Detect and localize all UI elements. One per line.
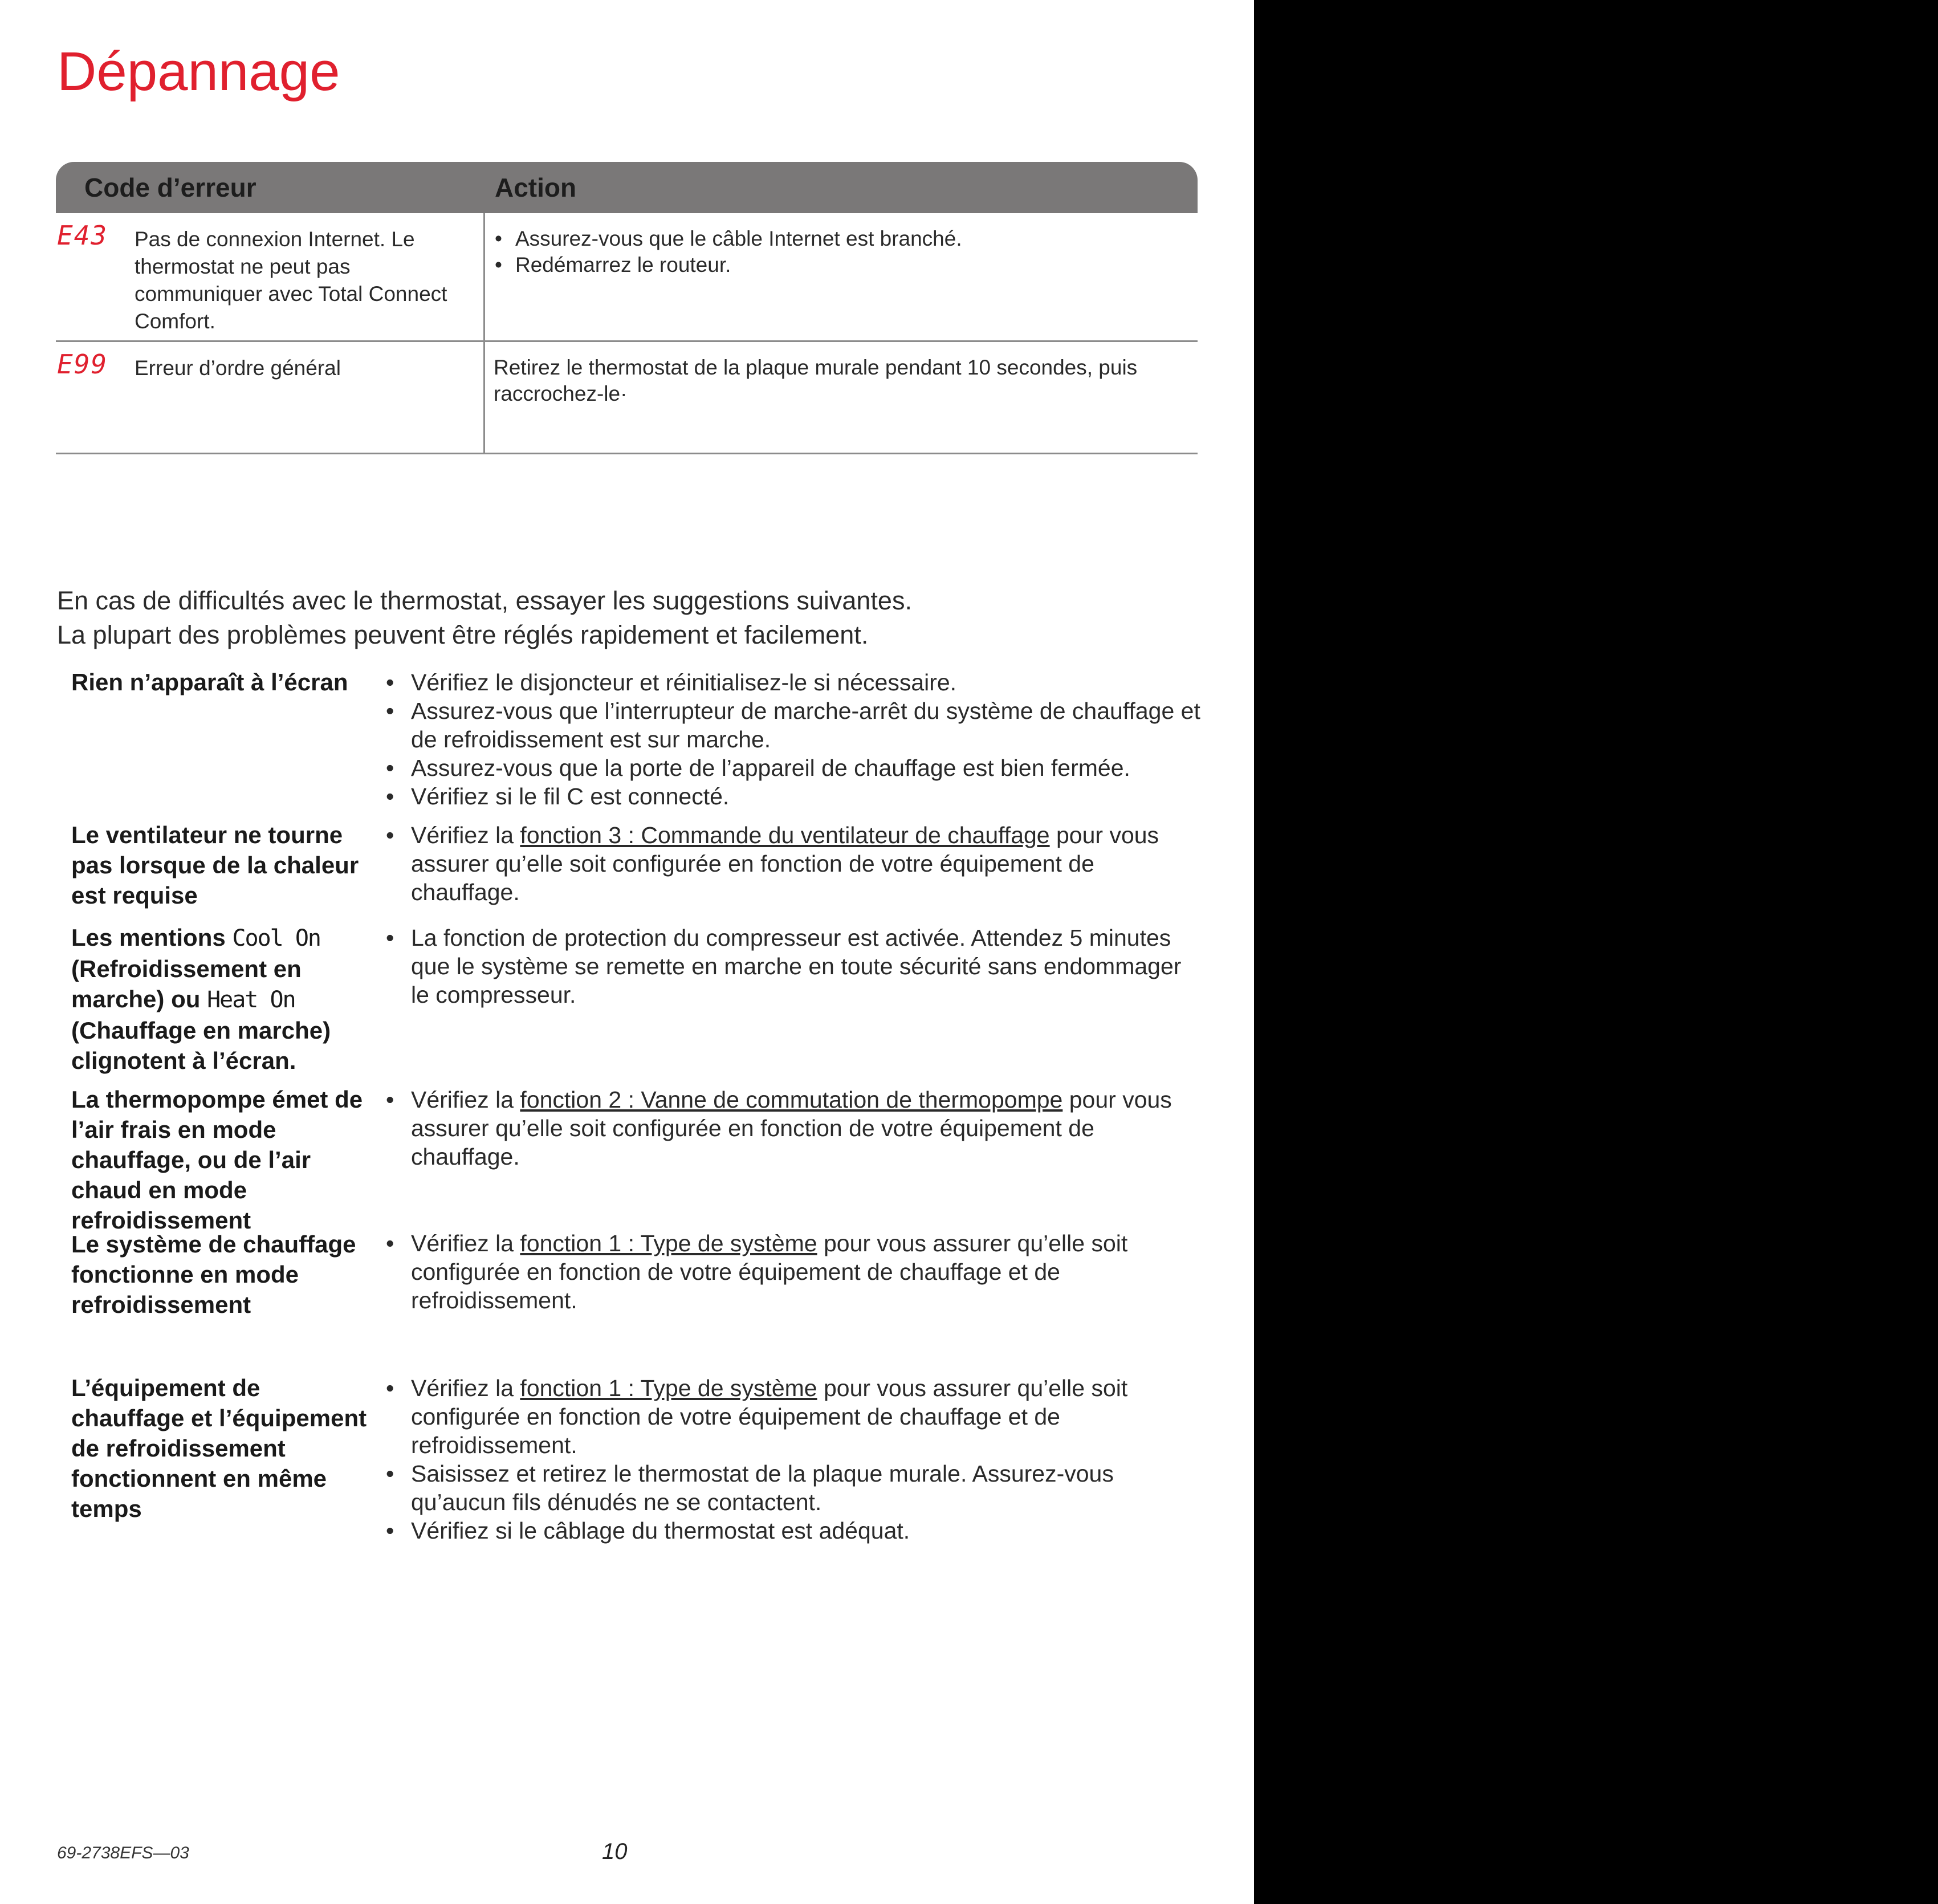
function-reference: fonction 1 : Type de système (520, 1230, 817, 1256)
problem-label: Rien n’apparaît à l’écran (71, 669, 348, 695)
function-reference: fonction 1 : Type de système (520, 1375, 817, 1401)
list-item: • Vérifiez la fonction 3 : Commande du ventilateur de chauffage pour vous assurer qu’elle soit configurée en fonction de votre équipement de chauffage. (385, 821, 1206, 906)
problem-label: Le système de chauffage fonctionne en mode refroidissement (71, 1231, 356, 1318)
problem-label: Le ventilateur ne tourne pas lorsque de la chaleur est requise (71, 821, 359, 909)
list-item: • La fonction de protection du compresseur est activée. Attendez 5 minutes que le système se remette en marche en toute sécurité sans endommager le compresseur. (385, 923, 1206, 1009)
function-reference: fonction 3 : Commande du ventilateur de chauffage (520, 822, 1050, 848)
black-side-bar (1254, 0, 1938, 1904)
solution-list (385, 1085, 1206, 1171)
problem-label: Les mentions Cool On (Refroidissement en marche) ou Heat On (Chauffage en marche) clignotent à l’écran. (71, 924, 331, 1074)
list-item: • Vérifiez la fonction 1 : Type de système pour vous assurer qu’elle soit configurée en fonction de votre équipement de chauffage et de refroidissement. (385, 1229, 1206, 1315)
intro-line: La plupart des problèmes peuvent être réglés rapidement et facilement. (57, 620, 869, 649)
intro-line: En cas de difficultés avec le thermostat, essayer les suggestions suivantes. (57, 586, 912, 615)
list-item: • Vérifiez la fonction 1 : Type de système pour vous assurer qu’elle soit configurée en fonction de votre équipement de chauffage et de refroidissement. (385, 1374, 1206, 1459)
column-header-code: Code d’erreur (84, 173, 256, 202)
error-description: Pas de connexion Internet. Le thermostat ne peut pas communiquer avec Total Connect Comfort. (135, 227, 447, 333)
page-title: Dépannage (57, 41, 340, 102)
column-divider (483, 213, 485, 340)
solution-list (385, 668, 1206, 811)
error-row-e43 (56, 213, 1198, 342)
solution-list (385, 821, 1206, 906)
error-table-header (56, 162, 1198, 213)
column-divider (483, 342, 485, 453)
list-item: • Redémarrez le routeur. (494, 252, 1183, 278)
intro-text (57, 584, 912, 652)
problem-label: La thermopompe émet de l’air frais en mode chauffage, ou de l’air chaud en mode refroidissement (71, 1086, 363, 1234)
solution-list (385, 1229, 1206, 1315)
display-mode-text: Heat On (207, 987, 295, 1013)
solution-list (385, 923, 1206, 1009)
document-number: 69-2738EFS—03 (57, 1844, 189, 1862)
error-action-list (494, 226, 1183, 278)
solution-list (385, 1374, 1206, 1545)
error-code: E99 (57, 349, 108, 380)
list-item: • Vérifiez la fonction 2 : Vanne de commutation de thermopompe pour vous assurer qu’elle soit configurée en fonction de votre équipement de chauffage. (385, 1085, 1206, 1171)
list-item: • Assurez-vous que l’interrupteur de marche-arrêt du système de chauffage et de refroidissement est sur marche. (385, 697, 1206, 754)
list-item: • Vérifiez si le câblage du thermostat est adéquat. (385, 1516, 1206, 1545)
list-item: • Assurez-vous que la porte de l’appareil de chauffage est bien fermée. (385, 754, 1206, 782)
error-row-e99 (56, 342, 1198, 454)
error-description: Erreur d’ordre général (135, 356, 341, 380)
list-item: • Assurez-vous que le câble Internet est branché. (494, 226, 1183, 252)
error-action-text: Retirez le thermostat de la plaque murale pendant 10 secondes, puis raccrochez-le· (494, 356, 1138, 405)
function-reference: fonction 2 : Vanne de commutation de thermopompe (520, 1087, 1063, 1113)
problem-label: L’équipement de chauffage et l’équipement de refroidissement fonctionnent en même temps (71, 1374, 367, 1522)
list-item: • Saisissez et retirez le thermostat de la plaque murale. Assurez-vous qu’aucun fils dénudés ne se contactent. (385, 1459, 1206, 1516)
column-header-action: Action (495, 173, 577, 202)
error-code: E43 (57, 220, 108, 251)
list-item: • Vérifiez le disjoncteur et réinitialisez-le si nécessaire. (385, 668, 1206, 697)
list-item: • Vérifiez si le fil C est connecté. (385, 782, 1206, 811)
display-mode-text: Cool On (232, 925, 320, 951)
page-number: 10 (602, 1839, 628, 1864)
